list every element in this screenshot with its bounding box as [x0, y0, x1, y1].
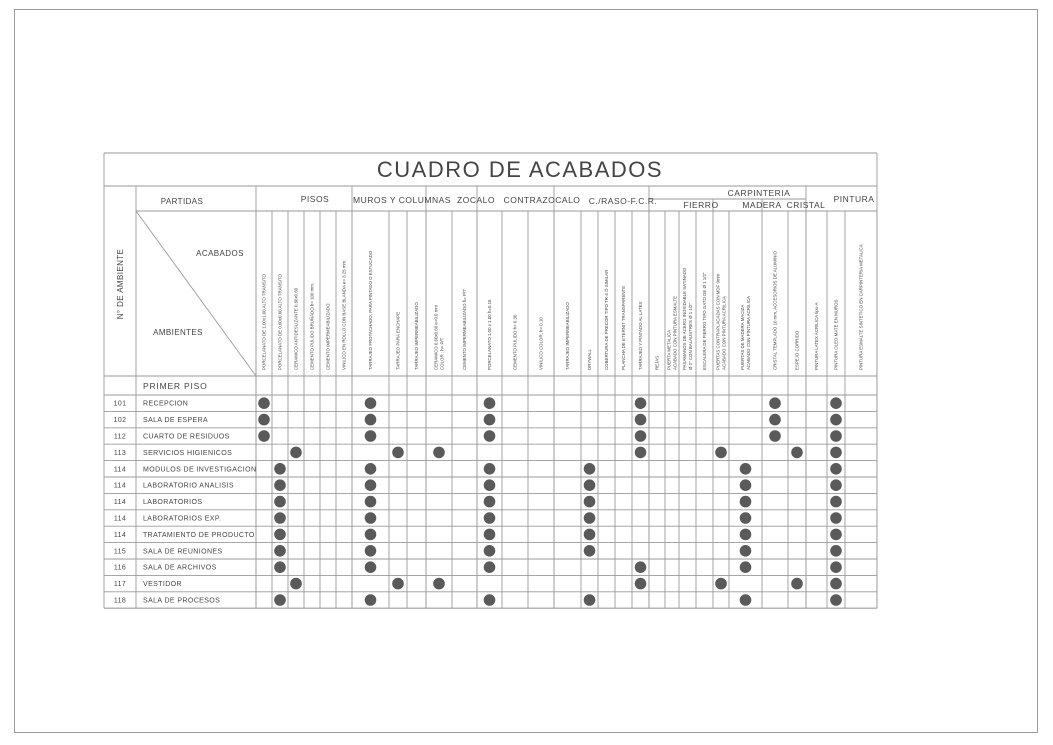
table-row — [114, 545, 842, 557]
room-name: VESTIDOR — [143, 581, 182, 589]
finish-column-label: ACABADO CON PINTURA ACRILICA — [745, 296, 751, 370]
finish-column-label: REJAS — [654, 355, 660, 370]
room-name: SERVICIOS HIGIENICOS — [143, 449, 233, 457]
room-name: SALA DE REUNIONES — [143, 548, 223, 556]
finish-mark — [274, 463, 286, 475]
table-row — [114, 594, 842, 606]
subgroup-headers — [683, 200, 825, 210]
finish-mark — [258, 397, 270, 409]
finish-mark — [830, 545, 842, 557]
finish-mark — [740, 561, 752, 573]
header-diagonal — [136, 211, 256, 376]
finish-column-label: PUERTAS DE MADERA MACIZA — [740, 304, 746, 370]
room-number: 114 — [113, 482, 127, 490]
finish-mark — [274, 512, 286, 524]
finish-mark — [484, 414, 496, 426]
finish-column-label: CEMENTO PULIDO h= 0.30 — [512, 314, 518, 370]
room-number: 101 — [113, 400, 127, 408]
finish-column-label: Ø 2" CON BALAUSTRES Ø 1 1/2" — [687, 302, 693, 370]
finish-mark — [484, 529, 496, 541]
finish-column-label: DRYWALL — [587, 349, 592, 370]
finish-mark — [365, 496, 377, 508]
finish-mark — [740, 529, 752, 541]
room-name: SALA DE ARCHIVOS — [143, 564, 217, 572]
finish-mark — [365, 529, 377, 541]
finish-mark — [484, 430, 496, 442]
group-header: C./RASO-F.C.R. — [588, 196, 658, 206]
finish-mark — [635, 430, 647, 442]
finish-column-label: PORCELANATO DE 1.00x1.00 ALTO TRANSITO — [261, 274, 267, 370]
finish-column-label: TARRAJEO FROTACHADO, PARA PINTADO O ESTUCADO — [368, 250, 373, 370]
finish-mark — [290, 447, 302, 459]
floor-label: PRIMER PISO — [143, 381, 208, 391]
room-name: TRATAMIENTO DE PRODUCTO — [143, 531, 255, 539]
finish-mark — [274, 496, 286, 508]
finish-mark — [740, 479, 752, 491]
finish-mark — [830, 463, 842, 475]
finish-column-label: PINTURA LATEX ACRILICA tipo-A — [814, 302, 819, 370]
finish-mark — [274, 561, 286, 573]
finish-mark — [715, 447, 727, 459]
finish-mark — [258, 414, 270, 426]
group-header: CARPINTERIA — [727, 188, 791, 198]
finish-mark — [791, 447, 803, 459]
finish-mark — [830, 479, 842, 491]
room-number: 114 — [113, 531, 127, 539]
finish-mark — [392, 578, 404, 590]
finish-mark — [484, 545, 496, 557]
room-name: LABORATORIOS EXP. — [143, 515, 222, 523]
room-number: 114 — [113, 499, 127, 507]
finish-column-label: PINTURA ESMALTE SINTETICO EN CARPINTERIA METALICA — [858, 244, 864, 370]
finish-mark — [740, 545, 752, 557]
finish-mark — [484, 479, 496, 491]
table-row — [114, 430, 842, 442]
room-number: 102 — [113, 417, 127, 425]
finish-mark — [290, 578, 302, 590]
finish-mark — [830, 397, 842, 409]
finish-mark — [740, 594, 752, 606]
room-rows — [114, 397, 842, 605]
subgroup-header: CRISTAL — [786, 200, 826, 210]
finish-mark — [584, 545, 596, 557]
room-name: RECEPCION — [143, 400, 189, 408]
finish-mark — [365, 594, 377, 606]
finish-mark — [274, 594, 286, 606]
ambiente-number-label: N° DE AMBIENTE — [116, 248, 125, 320]
finish-mark — [740, 512, 752, 524]
finish-column-label: PUERTA METALICA — [666, 329, 672, 370]
table-row — [114, 414, 842, 426]
table-row — [114, 463, 842, 475]
table-row — [114, 447, 842, 459]
room-number: 118 — [113, 597, 127, 605]
room-name: SALA DE PROCESOS — [143, 597, 221, 605]
table-row — [114, 512, 842, 524]
group-header: PISOS — [300, 194, 330, 204]
finish-mark — [484, 496, 496, 508]
table-row — [114, 496, 842, 508]
partidas-label: PARTIDAS — [160, 197, 204, 206]
finish-mark — [484, 594, 496, 606]
finish-mark — [791, 578, 803, 590]
finish-mark — [365, 463, 377, 475]
finish-mark — [635, 447, 647, 459]
finish-mark — [584, 496, 596, 508]
finish-mark — [274, 529, 286, 541]
finish-mark — [769, 414, 781, 426]
finish-mark — [740, 463, 752, 475]
finish-mark — [584, 529, 596, 541]
finish-column-label: VINILICO COLOR, h= 0.10 — [538, 317, 544, 370]
room-number: 116 — [113, 564, 127, 572]
group-header: ZOCALO — [457, 195, 495, 205]
finish-column-label: VINILICO EN ROLLO CON BASE BLANDA e= 3.25 mm. — [341, 259, 347, 370]
finish-mark — [584, 463, 596, 475]
ambientes-label: AMBIENTES — [153, 328, 203, 337]
room-number: 113 — [113, 449, 127, 457]
finish-column-label: ESPEJO CORRIDO — [794, 330, 800, 370]
finish-mark — [484, 463, 496, 475]
finish-mark — [635, 578, 647, 590]
finish-mark — [365, 430, 377, 442]
finish-mark — [258, 430, 270, 442]
finish-mark — [830, 578, 842, 590]
room-name: CUARTO DE RESIDUOS — [143, 433, 230, 441]
finish-column-label: CEMENTO PULIDO BRUÑADO h= 100 mm. — [309, 282, 315, 370]
room-name: LABORATORIOS — [143, 499, 203, 507]
table-row — [114, 479, 842, 491]
finish-mark — [740, 496, 752, 508]
finish-mark — [365, 479, 377, 491]
finish-mark — [365, 397, 377, 409]
finish-column-label: CERAMICO 0.60x0.60 e=9.0 mm — [433, 304, 439, 370]
subgroup-header: FIERRO — [683, 200, 719, 210]
finish-mark — [484, 561, 496, 573]
finish-mark — [433, 578, 445, 590]
finish-mark — [715, 578, 727, 590]
room-number: 114 — [113, 466, 127, 474]
table-row — [114, 529, 842, 541]
finish-mark — [830, 594, 842, 606]
finish-mark — [830, 529, 842, 541]
finish-column-label: PORCELANATO DE 0.60x0.60 ALTO TRANSITO — [277, 274, 283, 370]
group-header: CONTRAZOCALO — [503, 195, 581, 205]
finish-column-label: COBERTURA DE PRECOR TIPO TR-4 Ó SIMILAR — [604, 269, 609, 370]
finish-mark — [635, 397, 647, 409]
finish-mark — [830, 496, 842, 508]
finish-column-label: TARRAJEO Y PINTADO AL LATEX — [638, 301, 643, 370]
finish-column-label: ACABADO CON PINTURA ESMALTE — [672, 295, 678, 370]
finish-mark — [274, 479, 286, 491]
finish-mark — [584, 512, 596, 524]
finish-column-label: CEMENTO IMPERMEABILIZADO — [325, 303, 331, 370]
finish-column-label: COLOR : h= P/T — [439, 337, 445, 370]
finish-column-label: TARRAJEO IMPERMEABILIZADO — [414, 302, 419, 370]
finish-mark — [433, 447, 445, 459]
finish-mark — [830, 430, 842, 442]
group-header: PINTURA — [833, 194, 875, 204]
finish-column-label: PUERTAS CONTRAPLACADAS CON MDF 9mm — [715, 273, 721, 370]
table-row — [114, 397, 842, 409]
finish-column-label: PLANCHA DE ETERNIT TRANSPARENTE — [621, 285, 626, 370]
finish-column-label: PORCELANATO 1.00 x 1.00 h=0.15 — [487, 299, 492, 370]
finish-mark — [635, 414, 647, 426]
finish-mark — [484, 512, 496, 524]
room-number: 117 — [113, 581, 127, 589]
finish-mark — [635, 561, 647, 573]
finish-mark — [365, 561, 377, 573]
finish-mark — [584, 594, 596, 606]
group-header: MUROS Y COLUMNAS — [353, 195, 451, 205]
finish-mark — [830, 512, 842, 524]
finish-mark — [365, 545, 377, 557]
finish-mark — [830, 447, 842, 459]
finish-column-label: PASAMANOS DE ACERO INOXIDABLE SATINADO — [682, 267, 688, 370]
finish-mark — [769, 397, 781, 409]
finish-mark — [769, 430, 781, 442]
subgroup-header: MADERA — [742, 200, 782, 210]
finish-column-label: PINTURA OLEO MATE EN MUROS — [833, 299, 839, 370]
room-number: 112 — [113, 433, 127, 441]
finish-mark — [392, 447, 404, 459]
finish-column-label: TARRAJEO PARA ENCHAPE — [395, 311, 401, 370]
finish-column-label: CEMENTO IMPERMEABILIZADO h= P/T — [462, 289, 467, 370]
finish-mark — [830, 561, 842, 573]
room-number: 114 — [113, 515, 127, 523]
finish-mark — [484, 397, 496, 409]
table-title: CUADRO DE ACABADOS — [376, 157, 664, 182]
room-number: 115 — [113, 548, 127, 556]
finish-mark — [365, 414, 377, 426]
table-row — [114, 578, 842, 590]
finish-mark — [830, 414, 842, 426]
acabados-label: ACABADOS — [196, 249, 244, 258]
finish-column-label: CERAMICO ANTIDESLIZANTE 0.60x0.60 — [293, 287, 299, 370]
room-name: LABORATORIO ANALISIS — [143, 482, 234, 490]
room-name: MODULOS DE INVESTIGACION — [143, 466, 257, 474]
room-name: SALA DE ESPERA — [143, 417, 209, 425]
finish-column-label: ESCALERA DE FIERRO TIPO GATO DE Ø 1 1/2" — [702, 272, 707, 370]
finish-mark — [584, 479, 596, 491]
finish-column-label: CRISTAL TEMPLADO 10 mm, ACCESORIOS DE ALUMINIO — [772, 251, 778, 370]
finish-mark — [274, 545, 286, 557]
table-row — [114, 561, 842, 573]
finish-column-label: TARRAJEO IMPERMEABILIZADO — [565, 302, 570, 370]
finish-mark — [365, 512, 377, 524]
finish-column-label: ACABADO CON PINTURA ACRILICA — [721, 296, 727, 370]
